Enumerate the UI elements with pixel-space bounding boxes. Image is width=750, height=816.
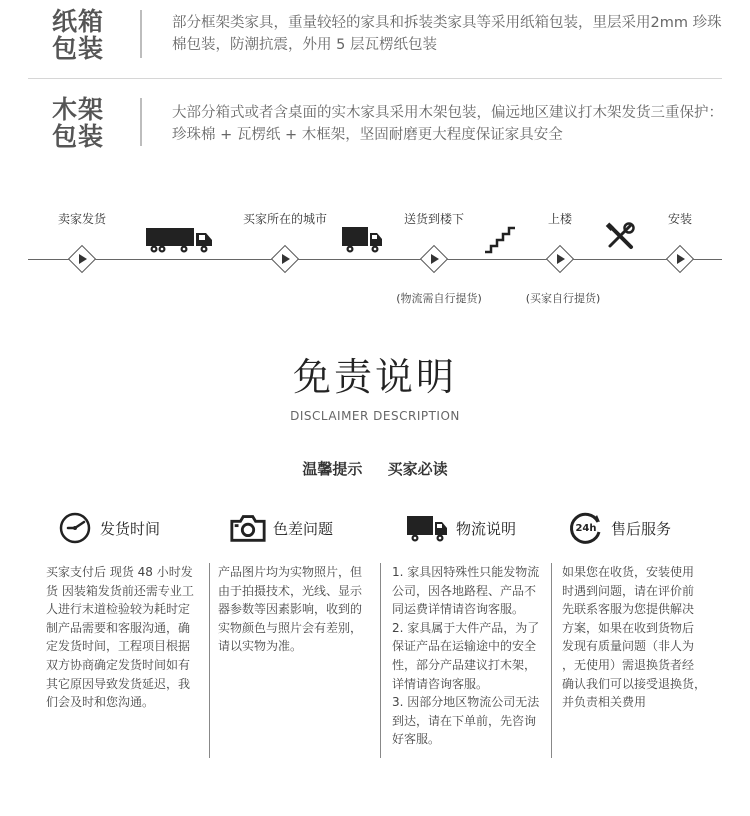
section-bar	[140, 10, 142, 58]
carton-packaging-text: 部分框架类家具，重量较轻的家具和拆装类家具等采用纸箱包装，里层采用2mm 珍珠棉包装，防潮抗震，外用 5 层瓦楞纸包装	[172, 15, 722, 53]
step-node-install	[666, 245, 694, 273]
step-label-downstairs: 送货到楼下	[403, 212, 465, 226]
stairs-icon	[483, 226, 517, 258]
color-difference-header	[229, 510, 333, 546]
step-note-buyer-pickup: (买家自行提货)	[525, 292, 601, 305]
after-sales-header	[567, 510, 671, 546]
section-divider	[28, 78, 722, 79]
shipping-time-title: 发货时间	[100, 519, 161, 538]
step-node-upstairs	[546, 245, 574, 273]
camera-icon	[229, 510, 267, 546]
logistics-title: 物流说明	[456, 519, 517, 538]
step-label-upstairs: 上楼	[547, 212, 573, 226]
step-label-buyer-city: 买家所在的城市	[242, 212, 328, 226]
tools-icon	[605, 222, 635, 256]
shipping-time-header	[56, 510, 160, 546]
color-difference-title: 色差问题	[273, 519, 334, 538]
column-separator	[380, 563, 381, 758]
truck-icon	[340, 224, 384, 258]
column-separator	[551, 563, 552, 758]
step-node-buyer-city	[271, 245, 299, 273]
step-node-seller-ship	[68, 245, 96, 273]
step-label-install: 安装	[667, 212, 693, 226]
after-sales-text: 如果您在收货，安装使用 时遇到问题，请在评价前 先联系客服为您提供解决 方案，如果在收到货物后 发现有质量问题（非人为 ，无使用）需退换货者经 确认我们可以接受退换货， 并负责相关费用	[562, 565, 707, 710]
section-bar	[140, 98, 142, 146]
wood-frame-packaging-title: 木架 包装	[52, 95, 105, 151]
semi-truck-icon	[144, 224, 216, 258]
after-sales-title: 售后服务	[611, 519, 672, 538]
logistics-text: 1. 家具因特殊性只能发物流 公司，因各地路程、产品不 同运费详情请咨询客服。 2. 家具属于大件产品，为了 保证产品在运输途中的安全 性，部分产品建议打木架， 详情请咨询客服。 3. 因部分地区物流公司无法 到达，请在下单前，先咨询 好客服。	[392, 565, 540, 747]
step-note-logistics-pickup: (物流需自行提货)	[396, 292, 482, 305]
tip-buyer-must-read: 买家必读	[387, 460, 448, 478]
column-separator	[209, 563, 210, 758]
truck-icon	[404, 510, 450, 546]
disclaimer-subtitle: DISCLAIMER DESCRIPTION	[290, 409, 460, 423]
disclaimer-title: 免责说明	[292, 355, 457, 399]
24h-icon-text: 24h	[575, 523, 597, 534]
carton-packaging-title: 纸箱 包装	[52, 7, 105, 63]
color-difference-text: 产品图片均为实物照片，但 由于拍摄技术，光线、显示 器参数等因素影响，收到的 实物颜色与照片会有差别， 请以实物为准。	[218, 565, 363, 654]
step-node-downstairs	[420, 245, 448, 273]
flow-line	[28, 259, 722, 260]
tips-line	[0, 458, 750, 479]
step-label-seller-ship: 卖家发货	[57, 212, 107, 226]
shipping-time-text: 买家支付后 现货 48 小时发 货 因装箱发货前还需专业工 人进行末道检验较为耗时定 制产品需要和客服沟通，确 定发货时间，工程项目根据 双方协商确定发货时间如有 其它原因导致发货延迟，我 们会及时和您沟通。	[46, 565, 194, 710]
24h-icon	[567, 510, 605, 546]
clock-icon	[56, 510, 94, 546]
tip-warm-reminder: 温馨提示	[302, 460, 363, 478]
logistics-header	[404, 510, 516, 546]
wood-frame-packaging-text: 大部分箱式或者含桌面的实木家具采用木架包装，偏远地区建议打木架发货三重保护：珍珠棉 + 瓦楞纸 + 木框架，坚固耐磨更大程度保证家具安全	[172, 105, 723, 143]
